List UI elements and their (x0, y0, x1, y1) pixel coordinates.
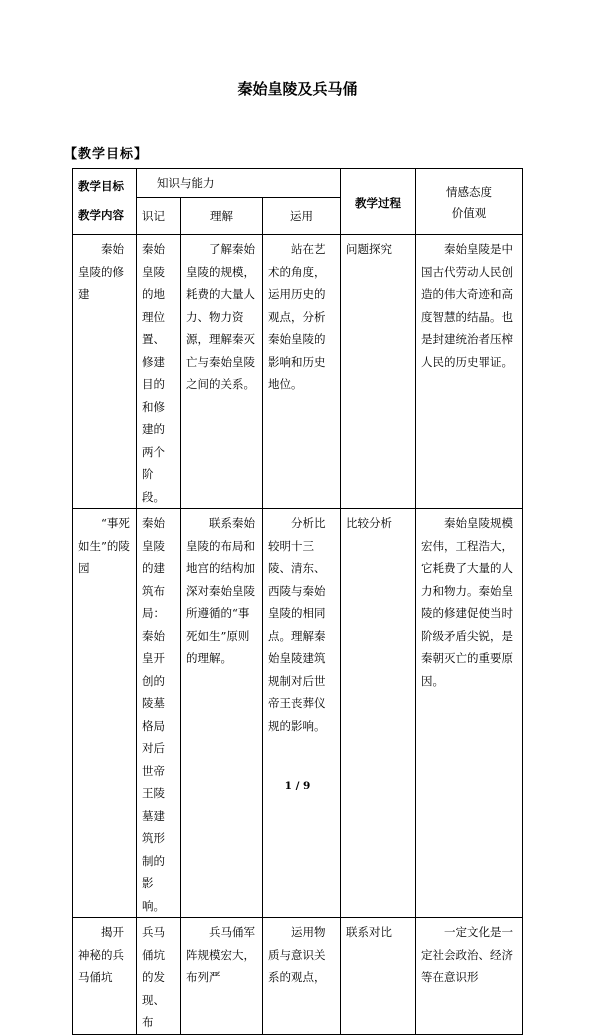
header-apply: 运用 (263, 198, 341, 235)
document-title: 秦始皇陵及兵马俑 (237, 80, 358, 98)
understand-cell: 兵马俑军阵规模宏大，布列严 (181, 918, 263, 1035)
apply-cell: 站在艺术的角度，运用历史的观点，分析秦始皇陵的影响和历史地位。 (263, 235, 341, 509)
recall-cell: 秦始皇陵的地理位置、修建目的和修建的两个阶段。 (137, 235, 181, 509)
process-cell: 问题探究 (341, 235, 416, 509)
table-header-row-1 (73, 169, 523, 198)
page-number: 1 / 9 (284, 780, 311, 792)
process-cell: 联系对比 (341, 918, 416, 1035)
process-cell: 比较分析 (341, 509, 416, 918)
header-attitude-line2: 价值观 (451, 206, 487, 220)
recall-cell: 兵马俑坑的发现、布 (137, 918, 181, 1035)
table-row (73, 918, 523, 1035)
section-heading: 【教学目标】 (64, 147, 149, 162)
header-attitude (416, 169, 523, 235)
content-cell: 揭开神秘的兵马俑坑 (73, 918, 137, 1035)
table-row (73, 235, 523, 509)
header-process: 教学过程 (341, 169, 416, 235)
recall-cell: 秦始皇陵的建筑布局：秦始皇开创的陵墓格局对后世帝王陵墓建筑形制的影响。 (137, 509, 181, 918)
header-attitude-line1: 情感态度 (446, 185, 493, 199)
header-content: 教学内容 (73, 198, 137, 235)
table-row (73, 509, 523, 918)
apply-cell: 分析比较明十三陵、清东、西陵与秦始皇陵的相同点。理解秦始皇陵建筑规制对后世帝王丧葬仪规的影响。 (263, 509, 341, 918)
header-knowledge-ability: 知识与能力 (137, 169, 341, 198)
content-cell: “事死如生”的陵园 (73, 509, 137, 918)
header-understand: 理解 (181, 198, 263, 235)
understand-cell: 联系秦始皇陵的布局和地宫的结构加深对秦始皇陵所遵循的“事死如生”原则的理解。 (181, 509, 263, 918)
attitude-cell: 秦始皇陵规模宏伟，工程浩大，它耗费了大量的人力和物力。秦始皇陵的修建促使当时阶级矛盾尖锐，是秦朝灭亡的重要原因。 (416, 509, 523, 918)
attitude-cell: 秦始皇陵是中国古代劳动人民创造的伟大奇迹和高度智慧的结晶。也是封建统治者压榨人民的历史罪证。 (416, 235, 523, 509)
attitude-cell: 一定文化是一定社会政治、经济等在意识形 (416, 918, 523, 1035)
header-recall: 识记 (137, 198, 181, 235)
content-cell: 秦始皇陵的修建 (73, 235, 137, 509)
teaching-objectives-table (72, 168, 523, 1035)
header-objective: 教学目标 (73, 169, 137, 198)
apply-cell: 运用物质与意识关系的观点， (263, 918, 341, 1035)
understand-cell: 了解秦始皇陵的规模，耗费的大量人力、物力资源，理解秦灭亡与秦始皇陵之间的关系。 (181, 235, 263, 509)
